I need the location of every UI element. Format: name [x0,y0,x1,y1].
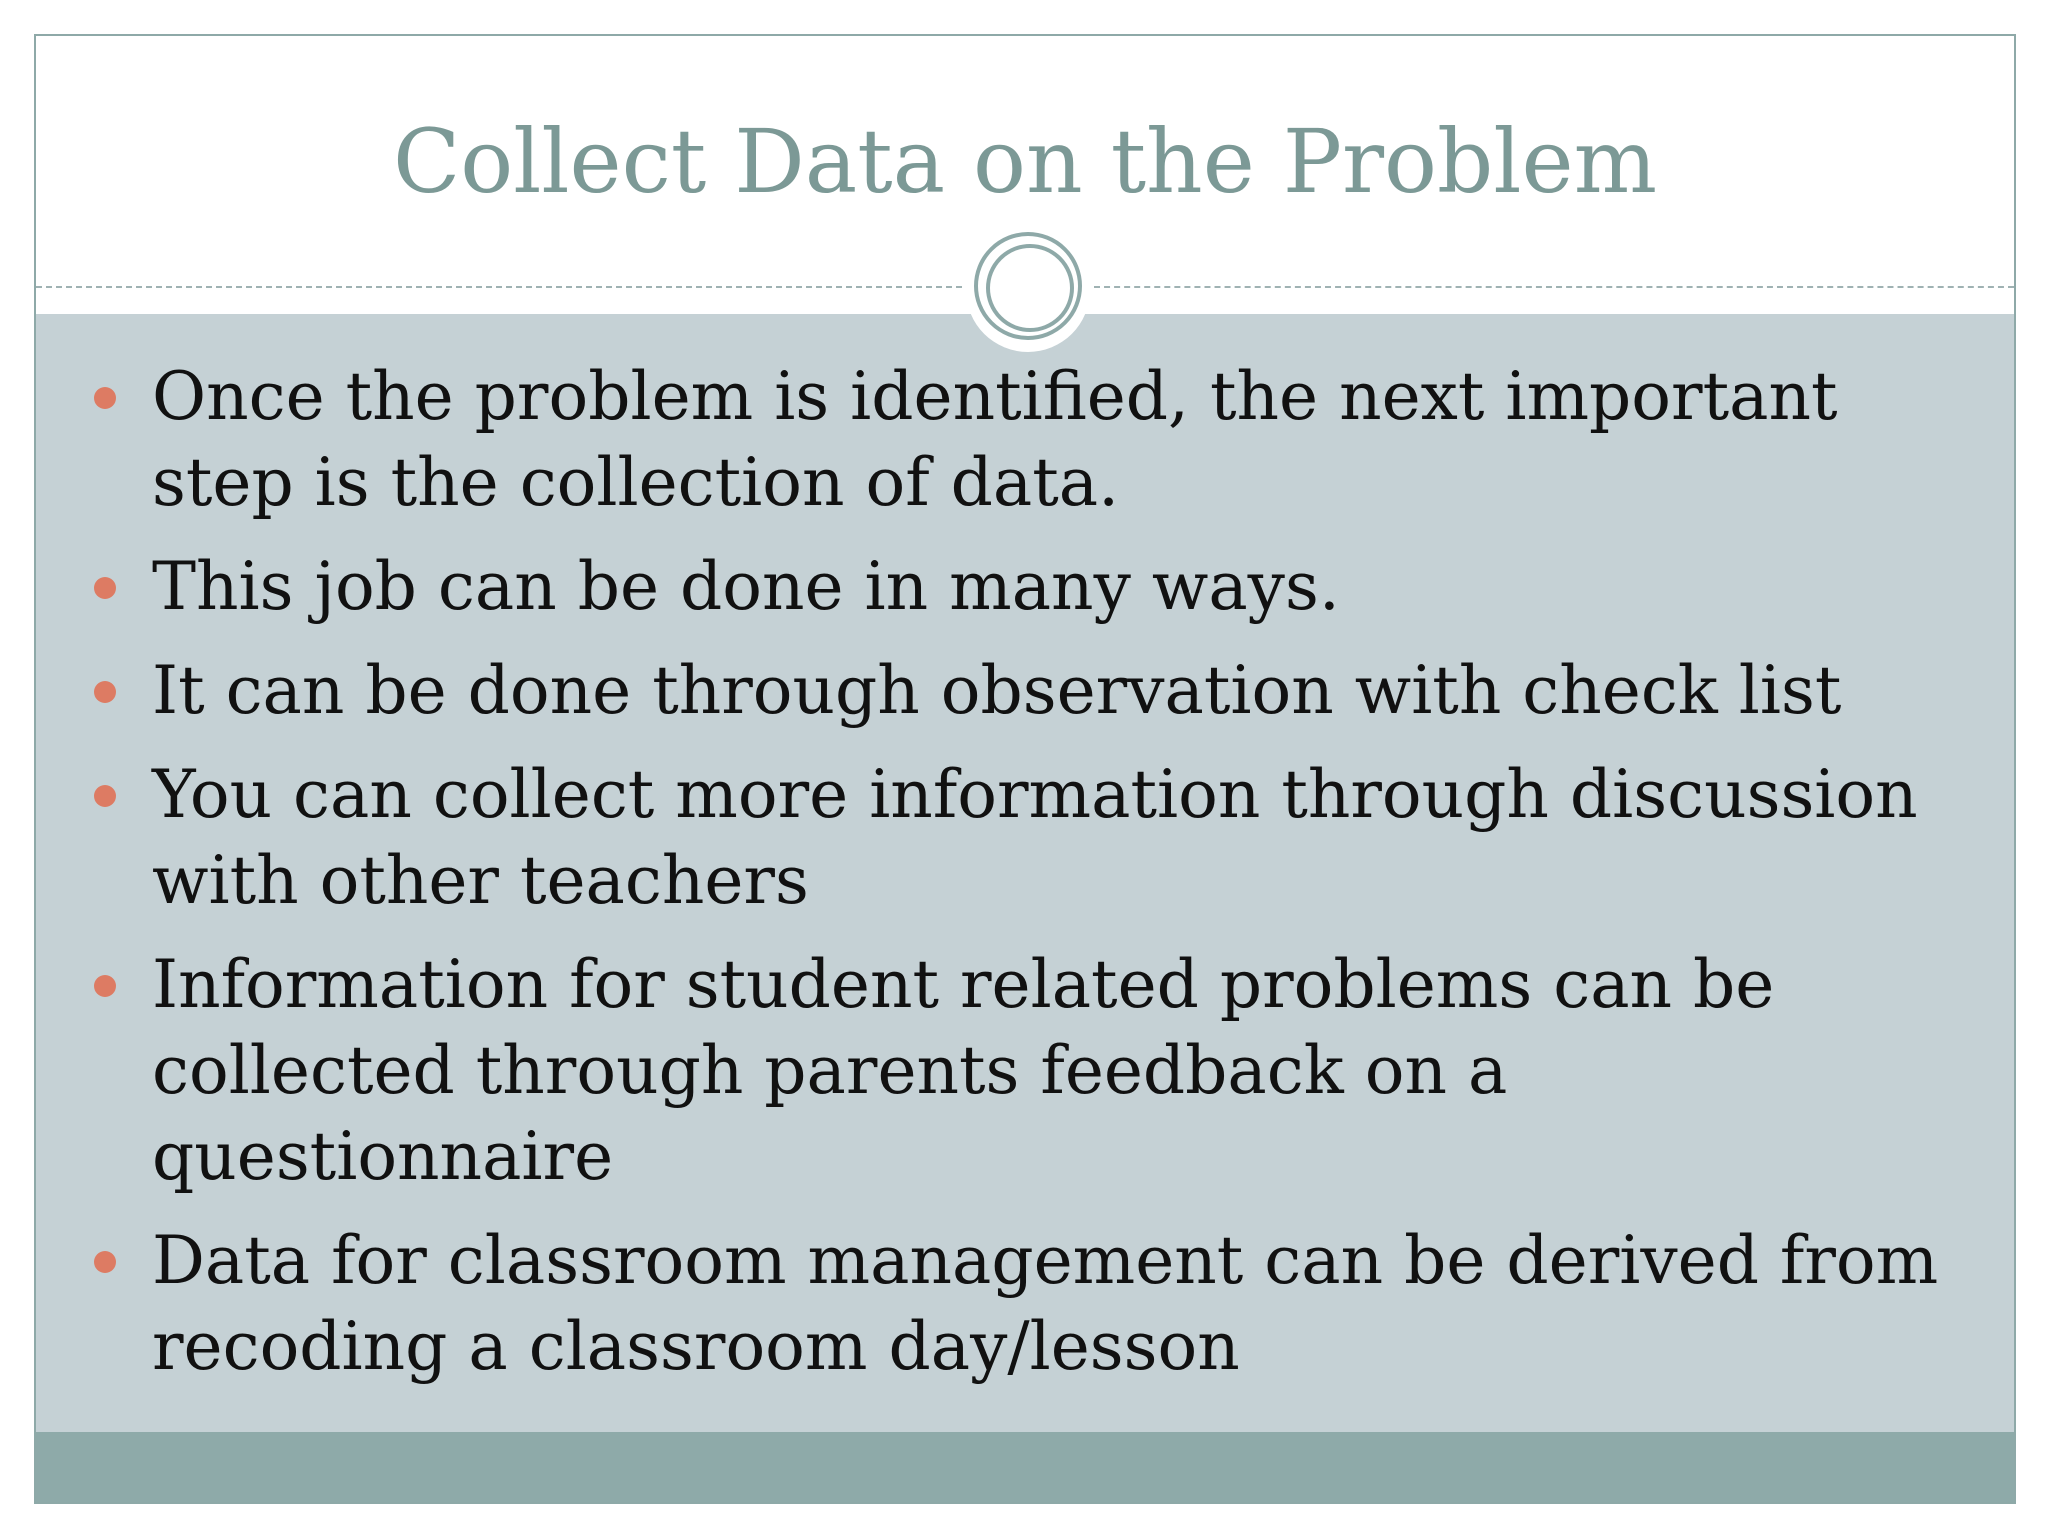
bullet-text: Once the problem is identified, the next important step is the collection of data. [152,358,1838,521]
bullet-text: You can collect more information through discussion with other teachers [152,756,1918,919]
bullet-text: This job can be done in many ways. [152,548,1340,625]
slide [34,34,2016,1504]
slide-title: Collect Data on the Problem [392,110,1658,213]
bullet-item [36,752,2014,924]
bullet-item [36,544,2014,630]
bullet-dot-icon [94,681,116,703]
bullet-text: It can be done through observation with check list [152,652,1842,729]
ornament-inner-ring [986,244,1074,332]
bullet-dot-icon [94,1251,116,1273]
bullet-text: Data for classroom management can be derived from recoding a classroom day/lesson [152,1222,1939,1385]
bullet-dot-icon [94,975,116,997]
bullet-dot-icon [94,387,116,409]
bullet-dot-icon [94,577,116,599]
bullet-item [36,942,2014,1200]
bullet-item [36,1218,2014,1390]
bullet-item [36,354,2014,526]
bullet-item [36,648,2014,734]
footer-bar [36,1432,2014,1502]
bullet-text: Information for student related problems can be collected through parents feedback on a questionnaire [152,946,1775,1195]
title-divider-right [1094,286,2014,288]
bullet-list [36,354,2014,1408]
title-divider-left [36,286,962,288]
bullet-dot-icon [94,785,116,807]
